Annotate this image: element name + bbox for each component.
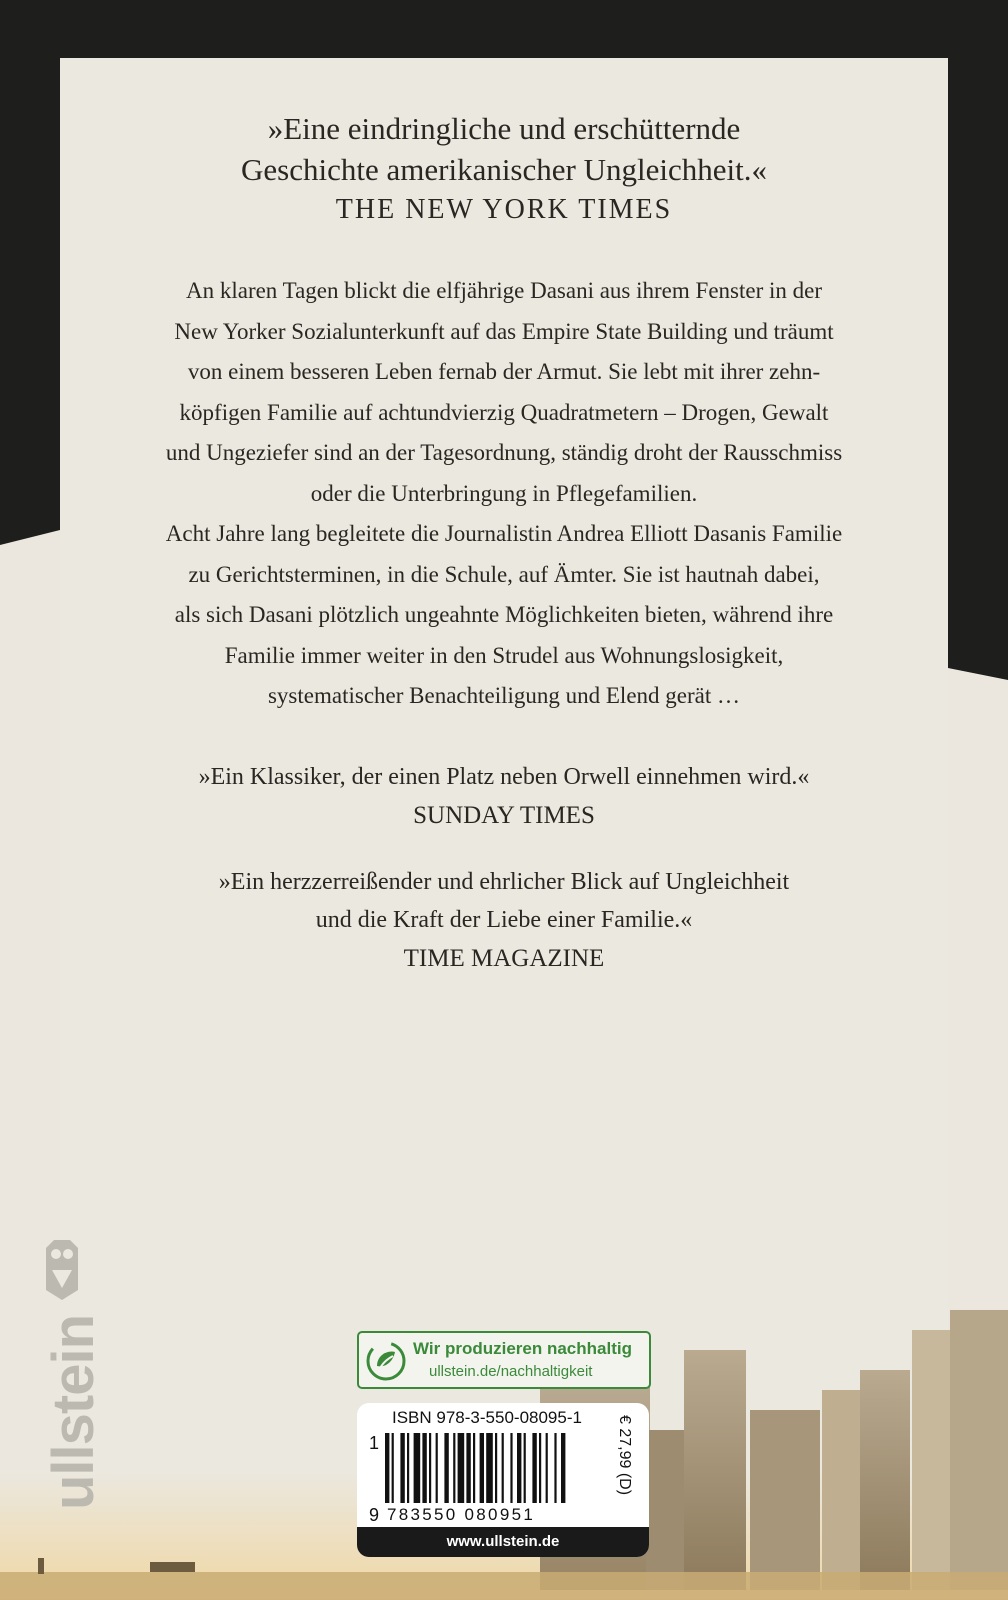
quote-line: Geschichte amerikanischer Ungleichheit.« (241, 152, 767, 187)
barcode-bar (554, 1433, 556, 1503)
barcode-bar (466, 1433, 470, 1503)
barcode-bar (422, 1433, 426, 1503)
blurb-line: köpfigen Familie auf achtundvierzig Quadratmetern – Drogen, Gewalt (179, 399, 829, 425)
barcode-bar (510, 1433, 512, 1503)
quote-line: »Ein herzzerreißender und ehrlicher Blick auf Ungleichheit (218, 869, 790, 895)
blurb-line: Familie immer weiter in den Strudel aus Wohnungslosigkeit, (224, 642, 784, 668)
barcode-bar (458, 1433, 465, 1503)
quote-line: »Ein Klassiker, der einen Platz neben Orwell einnehmen wird.« (198, 764, 810, 790)
owl-icon (42, 1240, 82, 1300)
barcode-bar (453, 1433, 455, 1503)
barcode-bar (414, 1433, 421, 1503)
barcode-bar (385, 1433, 389, 1503)
barcode-bar (517, 1433, 521, 1503)
quote-source: SUNDAY TIMES (413, 802, 595, 829)
blurb-line: New Yorker Sozialunterkunft auf das Empire State Building und träumt (174, 318, 834, 344)
sustainability-label (357, 1331, 651, 1389)
blurb-line: zu Gerichtsterminen, in die Schule, auf Ämter. Sie ist hautnah dabei, (188, 561, 820, 587)
quote-nyt (60, 108, 948, 230)
quote-source: THE NEW YORK TIMES (335, 194, 673, 225)
quote-sunday-times (60, 758, 948, 836)
barcode-bar (407, 1433, 409, 1503)
sustainability-url: ullstein.de/nachhaltigkeit (429, 1363, 593, 1380)
barcode-bar (486, 1433, 493, 1503)
barcode-bars (385, 1433, 605, 1503)
quote-time-magazine (60, 863, 948, 979)
blurb-line: als sich Dasani plötzlich ungeahnte Möglichkeiten bieten, während ihre (174, 602, 834, 627)
barcode-bar (473, 1433, 475, 1503)
barcode-bar (480, 1433, 484, 1503)
barcode-lead-digit: 9 (369, 1505, 380, 1525)
barcode-bar (502, 1433, 504, 1503)
barcode-digits: 783550 080951 (387, 1505, 536, 1524)
barcode-prefix-digit: 1 (369, 1433, 380, 1453)
barcode-bar (444, 1433, 448, 1503)
blurb-line: von einem besseren Leben fernab der Armut. Sie lebt mit ihrer zehn- (187, 359, 821, 384)
quote-source: TIME MAGAZINE (403, 945, 605, 972)
barcode-bar (495, 1433, 497, 1503)
leaf-icon (365, 1340, 407, 1382)
barcode-bar (429, 1433, 431, 1503)
quote-line: »Eine eindringliche und erschütternde (267, 111, 741, 146)
barcode-bar (532, 1433, 536, 1503)
publisher-website[interactable]: www.ullstein.de (357, 1527, 649, 1557)
barcode-bar (392, 1433, 394, 1503)
barcode-bar (561, 1433, 565, 1503)
barcode-bar (400, 1433, 404, 1503)
blurb-text (60, 271, 948, 717)
blurb-line: oder die Unterbringung in Pflegefamilien. (310, 480, 698, 506)
quote-line: und die Kraft der Liebe einer Familie.« (315, 907, 693, 933)
barcode-bar (546, 1433, 548, 1503)
barcode-bar (539, 1433, 541, 1503)
blurb-line: An klaren Tagen blickt die elfjährige Dasani aus ihrem Fenster in der (185, 278, 822, 303)
blurb-line: Acht Jahre lang begleitete die Journalistin Andrea Elliott Dasanis Familie (165, 521, 843, 546)
blurb-line: und Ungeziefer sind an der Tagesordnung, ständig droht der Rausschmiss (165, 440, 843, 465)
sustainability-title: Wir produzieren nachhaltig (413, 1339, 632, 1358)
blurb-line: systematischer Benachteiligung und Elend gerät … (267, 683, 740, 708)
price: € 27,99 (D) (616, 1415, 633, 1496)
publisher-name: ullstein (41, 1314, 106, 1510)
barcode-box (357, 1403, 649, 1557)
barcode-bar (436, 1433, 438, 1503)
barcode-bar (524, 1433, 526, 1503)
isbn-number: ISBN 978-3-550-08095-1 (392, 1408, 582, 1427)
